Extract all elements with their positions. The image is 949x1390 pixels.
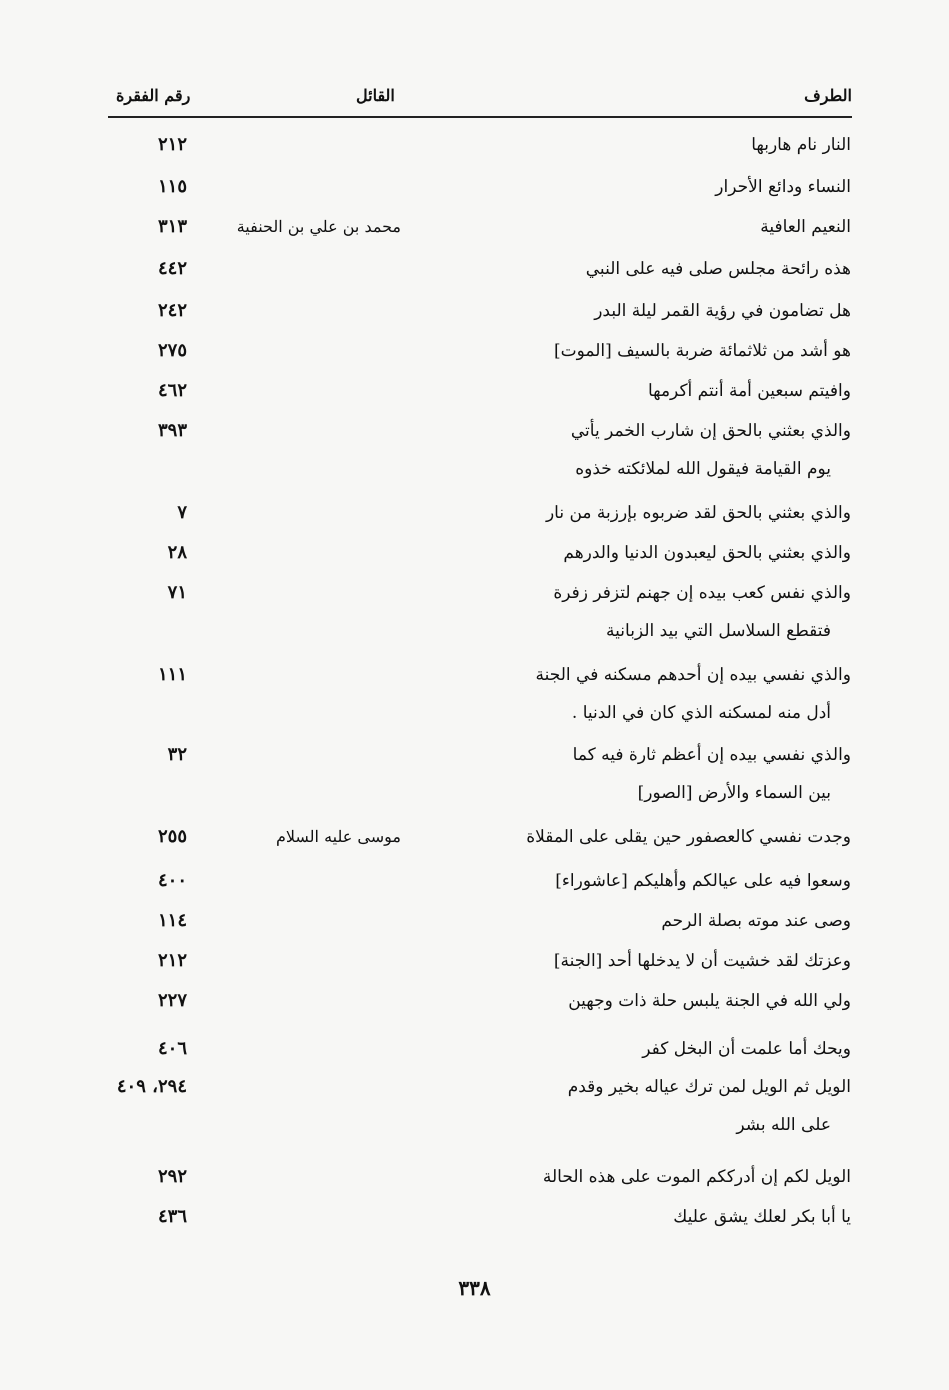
entry-paragraph-number: ٣٢ bbox=[167, 744, 187, 765]
entry-paragraph-number: ٧ bbox=[177, 502, 187, 523]
entry-paragraph-number: ٢٢٧ bbox=[157, 990, 187, 1011]
index-entry bbox=[0, 945, 949, 979]
index-entry bbox=[0, 985, 949, 1019]
entry-text: يا أبا بكر لعلك يشق عليك bbox=[673, 1207, 851, 1227]
entry-paragraph-number: ٤٠٠ bbox=[157, 870, 187, 891]
index-entry bbox=[0, 335, 949, 369]
index-entry bbox=[0, 1071, 949, 1143]
entry-text: وسعوا فيه على عيالكم وأهليكم [عاشوراء] bbox=[555, 871, 851, 891]
entry-text-continued: بين السماء والأرض [الصور] bbox=[637, 783, 831, 803]
entry-paragraph-number: ٢١٢ bbox=[157, 134, 187, 155]
entry-text: وجدت نفسي كالعصفور حين يقلى على المقلاة bbox=[526, 827, 851, 847]
header-qail: القائل bbox=[356, 86, 395, 105]
index-entry bbox=[0, 1033, 949, 1067]
entry-paragraph-number: ٢١٢ bbox=[157, 950, 187, 971]
entry-text-continued: على الله بشر bbox=[736, 1115, 831, 1135]
entry-paragraph-number: ٢٧٥ bbox=[157, 340, 187, 361]
entry-paragraph-number: ٢٩٤، ٤٠٩ bbox=[116, 1076, 187, 1097]
header-raqm: رقم الفقرة bbox=[116, 86, 191, 105]
index-entry bbox=[0, 129, 949, 163]
header-taraf: الطرف bbox=[804, 86, 852, 105]
entry-paragraph-number: ٢٨ bbox=[167, 542, 187, 563]
entry-text: هل تضامون في رؤية القمر ليلة البدر bbox=[594, 301, 851, 321]
entry-text: وافيتم سبعين أمة أنتم أكرمها bbox=[647, 381, 851, 401]
entry-speaker: محمد بن علي بن الحنفية bbox=[236, 217, 401, 236]
entry-text-continued: يوم القيامة فيقول الله لملائكته خذوه bbox=[575, 459, 831, 479]
entry-text: وصى عند موته بصلة الرحم bbox=[661, 911, 851, 931]
entry-text: ويحك أما علمت أن البخل كفر bbox=[642, 1039, 851, 1059]
entry-text-continued: فتقطع السلاسل التي بيد الزبانية bbox=[606, 621, 831, 641]
entry-text: والذي بعثني بالحق لقد ضربوه بإرزبة من نار bbox=[545, 503, 851, 523]
index-entry bbox=[0, 253, 949, 287]
index-entry bbox=[0, 415, 949, 487]
entry-paragraph-number: ٢٤٢ bbox=[157, 300, 187, 321]
entry-paragraph-number: ١١٥ bbox=[157, 176, 187, 197]
index-entry bbox=[0, 295, 949, 329]
index-entry bbox=[0, 375, 949, 409]
entry-paragraph-number: ٧١ bbox=[167, 582, 187, 603]
entry-text: النار نام هاربها bbox=[751, 135, 851, 155]
entry-paragraph-number: ٢٩٢ bbox=[157, 1166, 187, 1187]
entry-text: ولي الله في الجنة يلبس حلة ذات وجهين bbox=[568, 991, 851, 1011]
entry-paragraph-number: ٤٠٦ bbox=[157, 1038, 187, 1059]
entry-paragraph-number: ٤٤٢ bbox=[157, 258, 187, 279]
entry-paragraph-number: ١١١ bbox=[157, 664, 187, 685]
entry-text-continued: أدل منه لمسكنه الذي كان في الدنيا . bbox=[571, 703, 831, 723]
entry-text: الويل ثم الويل لمن ترك عياله بخير وقدم bbox=[567, 1077, 851, 1097]
entry-text: هذه رائحة مجلس صلى فيه على النبي bbox=[585, 259, 851, 279]
entry-text: الويل لكم إن أدرككم الموت على هذه الحالة bbox=[542, 1167, 851, 1187]
entry-text: والذي نفسي بيده إن أحدهم مسكنه في الجنة bbox=[535, 665, 851, 685]
index-entry bbox=[0, 537, 949, 571]
entry-paragraph-number: ٤٦٢ bbox=[157, 380, 187, 401]
entry-text: والذي نفس كعب بيده إن جهنم لتزفر زفرة bbox=[553, 583, 851, 603]
entry-paragraph-number: ١١٤ bbox=[157, 910, 187, 931]
index-entry bbox=[0, 905, 949, 939]
entry-speaker: موسى عليه السلام bbox=[275, 827, 401, 846]
index-entry bbox=[0, 659, 949, 731]
entry-paragraph-number: ٣٩٣ bbox=[157, 420, 187, 441]
entry-paragraph-number: ٣١٣ bbox=[157, 216, 187, 237]
table-header bbox=[108, 84, 852, 118]
entry-paragraph-number: ٤٣٦ bbox=[157, 1206, 187, 1227]
index-entry bbox=[0, 1201, 949, 1235]
index-entry bbox=[0, 865, 949, 899]
entry-text: هو أشد من ثلاثمائة ضربة بالسيف [الموت] bbox=[554, 341, 851, 361]
entry-text: النساء ودائع الأحرار bbox=[715, 177, 851, 197]
index-entry bbox=[0, 577, 949, 649]
page-number: ٣٣٨ bbox=[458, 1276, 491, 1300]
entry-text: والذي نفسي بيده إن أعظم ثارة فيه كما bbox=[572, 745, 851, 765]
entry-text: النعيم العافية bbox=[760, 217, 851, 237]
entry-text: والذي بعثني بالحق ليعبدون الدنيا والدرهم bbox=[563, 543, 851, 563]
index-entry bbox=[0, 1161, 949, 1195]
index-entry bbox=[0, 211, 949, 245]
index-entry bbox=[0, 497, 949, 531]
entry-paragraph-number: ٢٥٥ bbox=[157, 826, 187, 847]
index-entry bbox=[0, 821, 949, 855]
index-entry bbox=[0, 739, 949, 811]
entry-text: والذي بعثني بالحق إن شارب الخمر يأتي bbox=[570, 421, 851, 441]
index-entry bbox=[0, 171, 949, 205]
entry-text: وعزتك لقد خشيت أن لا يدخلها أحد [الجنة] bbox=[553, 951, 851, 971]
